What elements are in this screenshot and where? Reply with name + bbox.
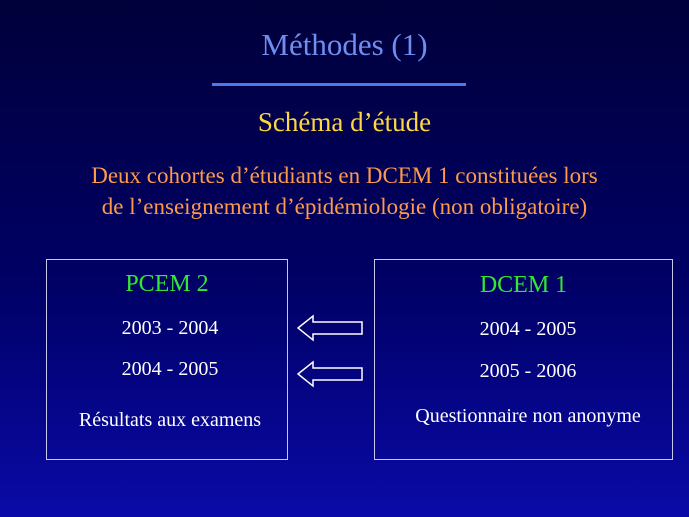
dcem1-box-title: DCEM 1: [479, 272, 568, 298]
title-underline: [212, 83, 466, 86]
description-line-1: Deux cohortes d’étudiants en DCEM 1 constituées lors: [91, 163, 598, 188]
description-line-2: de l’enseignement d’épidémiologie (non obligatoire): [101, 194, 588, 219]
pcem2-box-title: PCEM 2: [125, 271, 209, 297]
pcem2-year-1: 2003 - 2004: [121, 317, 219, 339]
left-arrow-icon: [297, 314, 365, 342]
pcem2-box: [46, 259, 288, 460]
left-arrow-icon: [297, 360, 365, 388]
description: [20, 160, 669, 222]
slide-subtitle: Schéma d’étude: [257, 107, 432, 137]
pcem2-year-2: 2004 - 2005: [121, 358, 219, 380]
slide-title: Méthodes (1): [261, 27, 428, 62]
dcem1-year-2: 2005 - 2006: [479, 360, 577, 382]
dcem1-box: [374, 259, 673, 460]
dcem1-year-1: 2004 - 2005: [479, 318, 577, 340]
dcem1-note: Questionnaire non anonyme: [415, 405, 641, 427]
pcem2-note: Résultats aux examens: [78, 409, 262, 431]
